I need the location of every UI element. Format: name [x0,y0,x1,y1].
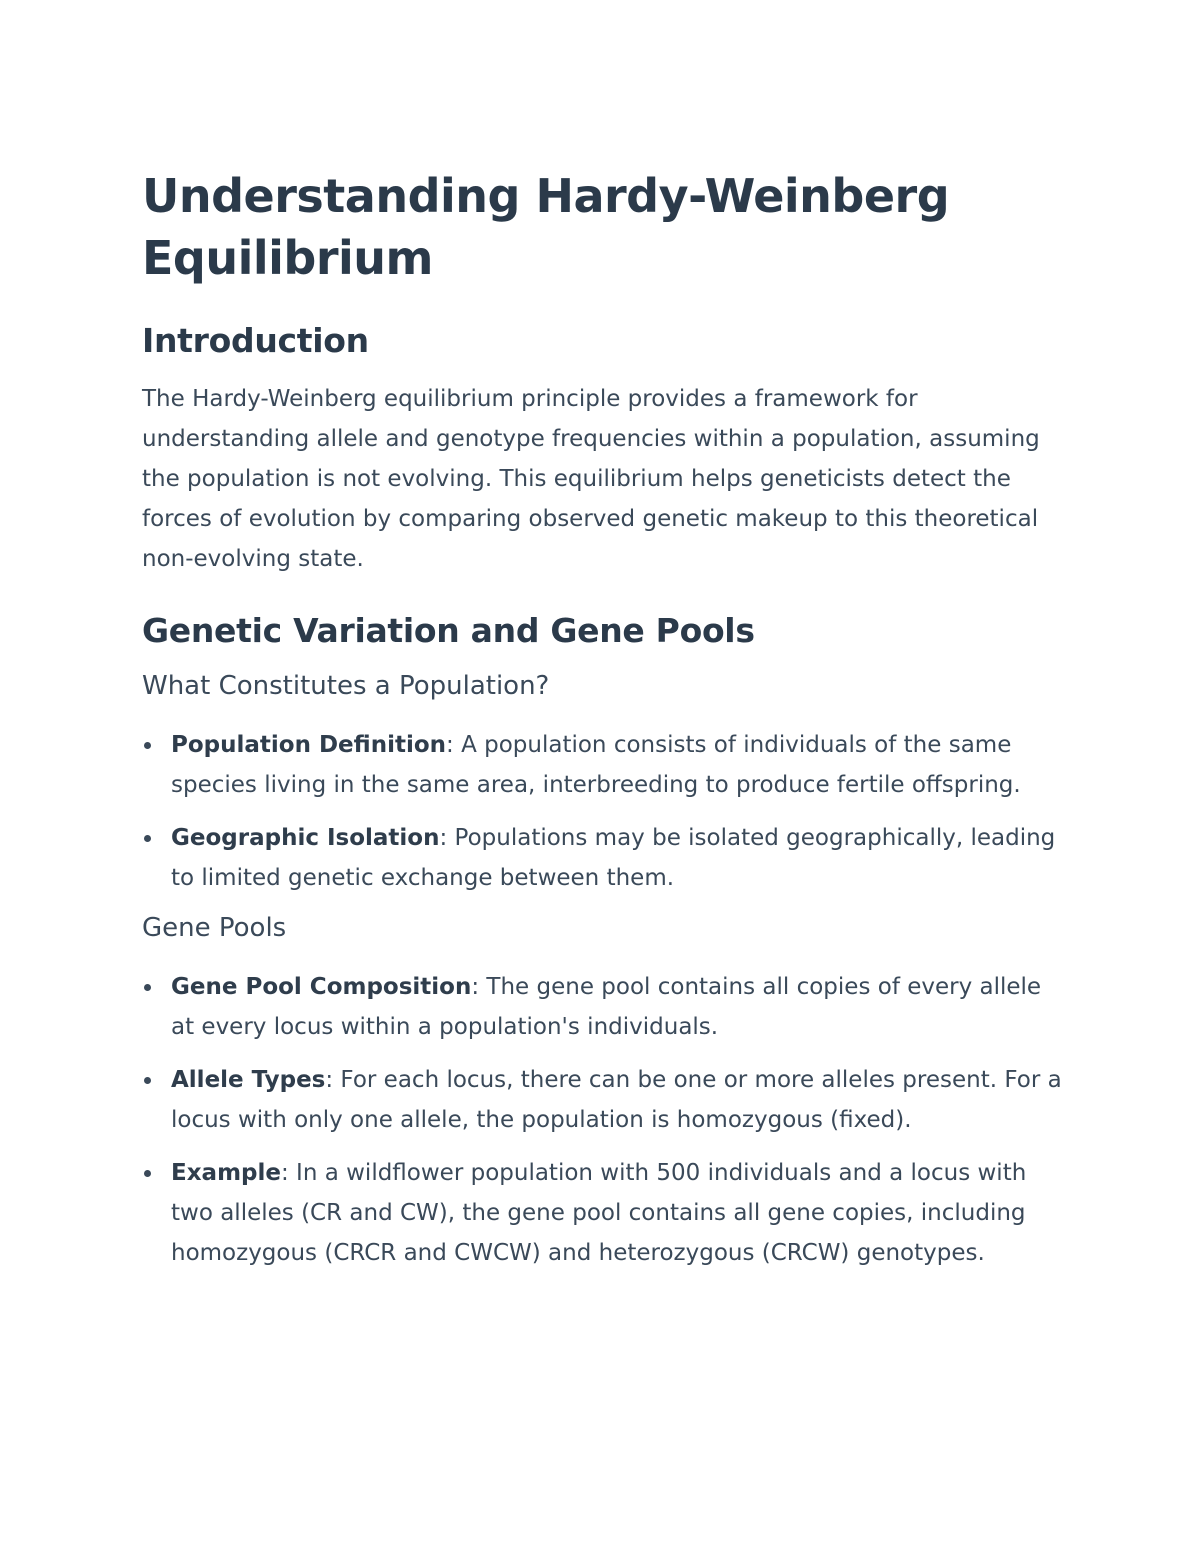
genetic-variation-heading: Genetic Variation and Gene Pools [142,611,755,650]
bullet-dot-icon [144,1077,151,1084]
list-item-text: : The gene pool contains all copies of every allele at every locus within a population's individuals. [171,974,1042,1040]
bullet-dot-icon [144,1170,151,1177]
list-item-term: Gene Pool Composition [171,974,472,1000]
genetic-variation-section [142,609,1062,1273]
list-item [142,967,1062,1047]
page-title: Understanding Hardy-Weinberg Equilibrium [142,169,950,285]
introduction-section [142,319,1062,579]
gene-pools-list [142,967,1062,1273]
document-page [142,165,1062,1286]
list-item-text: : Populations may be isolated geographically, leading to limited genetic exchange between them. [171,825,1056,891]
gene-pools-subheading: Gene Pools [142,913,287,943]
list-item-term: Geographic Isolation [171,825,440,851]
list-item-term: Allele Types [171,1067,326,1093]
list-item-text: : For each locus, there can be one or more alleles present. For a locus with only one allele, the population is homozygous (fixed). [171,1067,1062,1133]
list-item [142,725,1062,805]
list-item [142,1060,1062,1140]
list-item-text: : In a wildflower population with 500 individuals and a locus with two alleles (CR and CW), the gene pool contains all gene copies, including homozygous (CRCR and CWCW) and heterozygous (CRCW) genotypes. [171,1160,1027,1266]
introduction-heading: Introduction [142,321,369,360]
list-item-term: Population Definition [171,732,447,758]
list-item [142,1153,1062,1273]
introduction-paragraph: The Hardy-Weinberg equilibrium principle provides a framework for understanding allele and genotype frequencies within a population, assuming the population is not evolving. This equilibrium helps geneticists detect the forces of evolution by comparing observed genetic makeup to this theoretical non-evolving state. [142,386,1040,572]
list-item [142,818,1062,898]
bullet-dot-icon [144,835,151,842]
bullet-dot-icon [144,984,151,991]
bullet-dot-icon [144,742,151,749]
population-list [142,725,1062,898]
population-subheading: What Constitutes a Population? [142,671,550,701]
list-item-term: Example [171,1160,281,1186]
list-item-text: : A population consists of individuals of the same species living in the same area, interbreeding to produce fertile offspring. [171,732,1021,798]
